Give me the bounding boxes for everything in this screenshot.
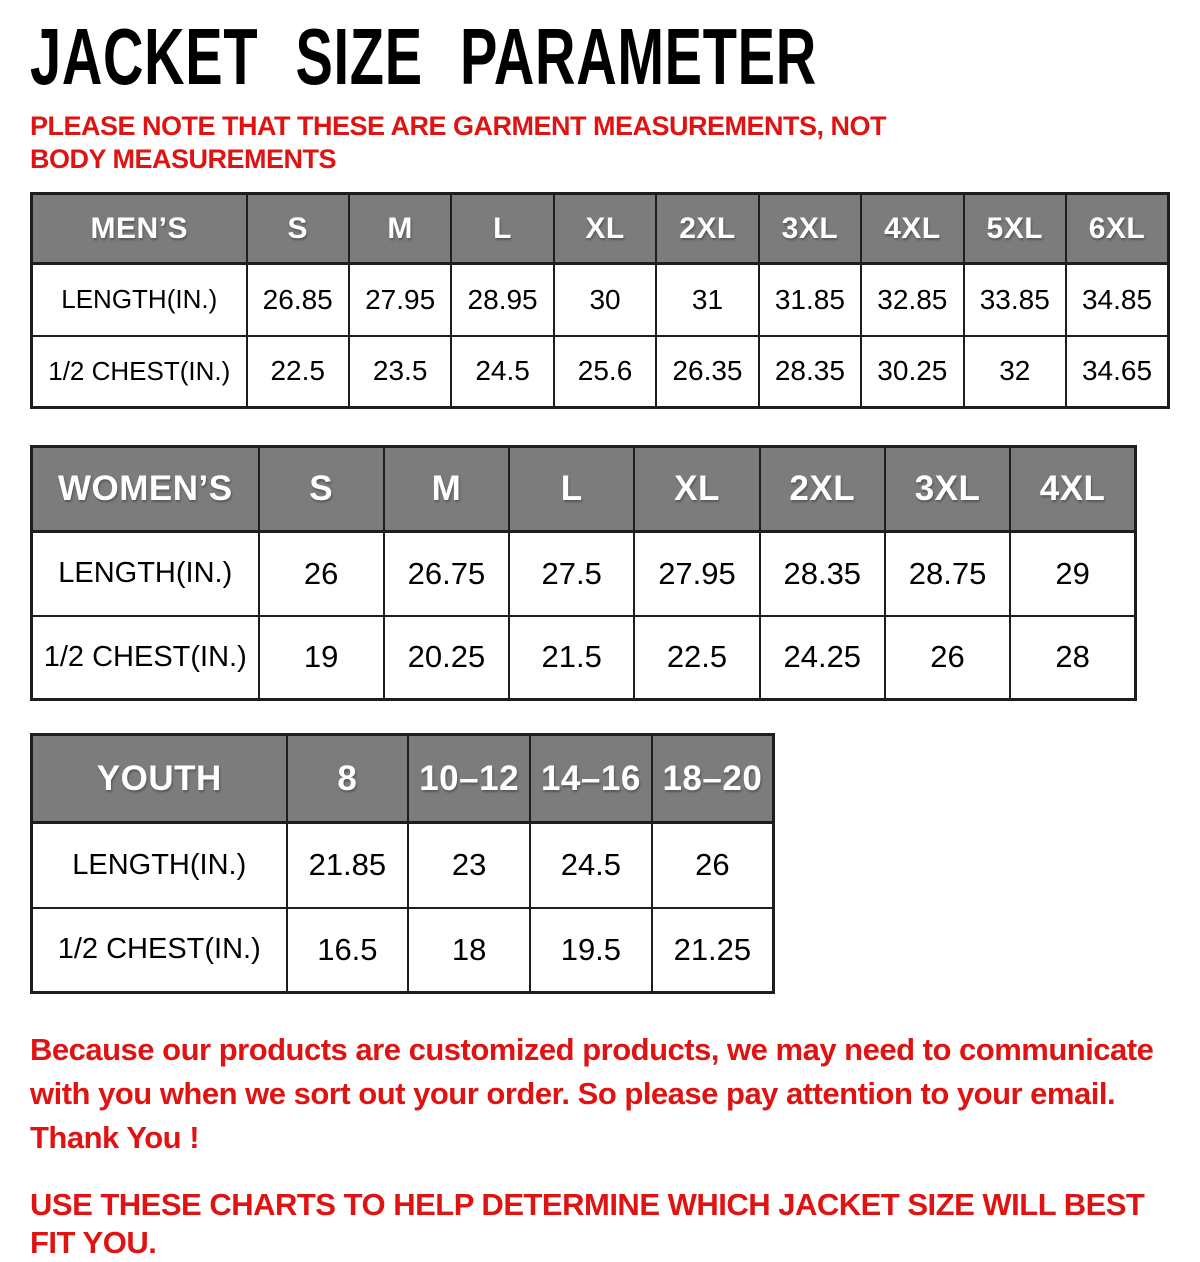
size-value-cell: 28.35 bbox=[760, 532, 885, 616]
mens-size-header-cell: S bbox=[247, 194, 349, 264]
size-value-cell: 18 bbox=[408, 908, 530, 993]
size-value-cell: 28.95 bbox=[451, 264, 553, 336]
row-label-cell: LENGTH(IN.) bbox=[32, 532, 259, 616]
size-value-cell: 26.35 bbox=[656, 336, 758, 408]
size-value-cell: 28.75 bbox=[885, 532, 1010, 616]
size-value-cell: 30 bbox=[554, 264, 656, 336]
mens-table-container bbox=[30, 192, 1200, 409]
womens-table-container bbox=[30, 445, 1200, 701]
youth-header-row bbox=[32, 735, 774, 823]
size-value-cell: 19.5 bbox=[530, 908, 652, 993]
mens-size-header-cell: 3XL bbox=[759, 194, 861, 264]
size-value-cell: 24.5 bbox=[451, 336, 553, 408]
size-value-cell: 19 bbox=[259, 616, 384, 700]
mens-size-header-cell: 4XL bbox=[861, 194, 963, 264]
size-value-cell: 26 bbox=[259, 532, 384, 616]
size-value-cell: 32.85 bbox=[861, 264, 963, 336]
size-value-cell: 21.5 bbox=[509, 616, 634, 700]
customization-notice: Because our products are customized products, we may need to communicate with you when we sort out your order. So please pay attention to your email. Thank You ! bbox=[30, 1032, 1154, 1155]
size-value-cell: 26.75 bbox=[384, 532, 509, 616]
size-value-cell: 23.5 bbox=[349, 336, 451, 408]
row-label-cell: 1/2 CHEST(IN.) bbox=[32, 336, 247, 408]
size-value-cell: 20.25 bbox=[384, 616, 509, 700]
size-value-cell: 25.6 bbox=[554, 336, 656, 408]
mens-size-header-cell: 5XL bbox=[964, 194, 1066, 264]
row-label-cell: LENGTH(IN.) bbox=[32, 823, 287, 908]
size-value-cell: 31.85 bbox=[759, 264, 861, 336]
row-label-cell: LENGTH(IN.) bbox=[32, 264, 247, 336]
table-row bbox=[32, 616, 1136, 700]
size-value-cell: 34.65 bbox=[1066, 336, 1169, 408]
mens-header-row bbox=[32, 194, 1169, 264]
table-row bbox=[32, 908, 774, 993]
table-row bbox=[32, 336, 1169, 408]
womens-size-header-cell: M bbox=[384, 447, 509, 532]
size-value-cell: 31 bbox=[656, 264, 758, 336]
size-value-cell: 28 bbox=[1010, 616, 1135, 700]
womens-size-header-cell: 2XL bbox=[760, 447, 885, 532]
youth-size-header-cell: 10–12 bbox=[408, 735, 530, 823]
mens-table-title-cell: MEN’S bbox=[32, 194, 247, 264]
size-value-cell: 22.5 bbox=[634, 616, 759, 700]
womens-size-header-cell: XL bbox=[634, 447, 759, 532]
size-value-cell: 28.35 bbox=[759, 336, 861, 408]
table-row bbox=[32, 264, 1169, 336]
mens-size-header-cell: 6XL bbox=[1066, 194, 1169, 264]
mens-size-header-cell: L bbox=[451, 194, 553, 264]
size-value-cell: 27.95 bbox=[349, 264, 451, 336]
youth-size-header-cell: 18–20 bbox=[652, 735, 774, 823]
womens-size-header-cell: 4XL bbox=[1010, 447, 1135, 532]
size-value-cell: 23 bbox=[408, 823, 530, 908]
row-label-cell: 1/2 CHEST(IN.) bbox=[32, 908, 287, 993]
youth-table-title-cell: YOUTH bbox=[32, 735, 287, 823]
mens-size-header-cell: XL bbox=[554, 194, 656, 264]
size-value-cell: 27.95 bbox=[634, 532, 759, 616]
size-value-cell: 32 bbox=[964, 336, 1066, 408]
mens-size-header-cell: M bbox=[349, 194, 451, 264]
youth-size-header-cell: 8 bbox=[287, 735, 409, 823]
size-value-cell: 26 bbox=[885, 616, 1010, 700]
size-value-cell: 34.85 bbox=[1066, 264, 1169, 336]
size-value-cell: 27.5 bbox=[509, 532, 634, 616]
womens-size-header-cell: 3XL bbox=[885, 447, 1010, 532]
womens-size-header-cell: L bbox=[509, 447, 634, 532]
mens-size-header-cell: 2XL bbox=[656, 194, 758, 264]
youth-size-header-cell: 14–16 bbox=[530, 735, 652, 823]
size-value-cell: 26 bbox=[652, 823, 774, 908]
womens-size-header-cell: S bbox=[259, 447, 384, 532]
size-tables-section bbox=[30, 192, 1200, 994]
youth-size-table bbox=[30, 733, 775, 994]
table-row bbox=[32, 823, 774, 908]
size-value-cell: 16.5 bbox=[287, 908, 409, 993]
size-value-cell: 21.25 bbox=[652, 908, 774, 993]
youth-table-container bbox=[30, 733, 1200, 994]
womens-header-row bbox=[32, 447, 1136, 532]
size-value-cell: 30.25 bbox=[861, 336, 963, 408]
table-row bbox=[32, 532, 1136, 616]
size-value-cell: 33.85 bbox=[964, 264, 1066, 336]
size-value-cell: 24.5 bbox=[530, 823, 652, 908]
size-value-cell: 26.85 bbox=[247, 264, 349, 336]
size-value-cell: 29 bbox=[1010, 532, 1135, 616]
page-title: JACKET SIZE PARAMETER bbox=[30, 12, 817, 101]
row-label-cell: 1/2 CHEST(IN.) bbox=[32, 616, 259, 700]
size-value-cell: 22.5 bbox=[247, 336, 349, 408]
womens-table-title-cell: WOMEN’S bbox=[32, 447, 259, 532]
size-value-cell: 24.25 bbox=[760, 616, 885, 700]
mens-size-table bbox=[30, 192, 1170, 409]
size-value-cell: 21.85 bbox=[287, 823, 409, 908]
womens-size-table bbox=[30, 445, 1137, 701]
garment-measurement-note: PLEASE NOTE THAT THESE ARE GARMENT MEASUREMENTS, NOT BODY MEASUREMENTS bbox=[30, 111, 887, 174]
usage-instruction: USE THESE CHARTS TO HELP DETERMINE WHICH JACKET SIZE WILL BEST FIT YOU. bbox=[30, 1187, 1145, 1260]
